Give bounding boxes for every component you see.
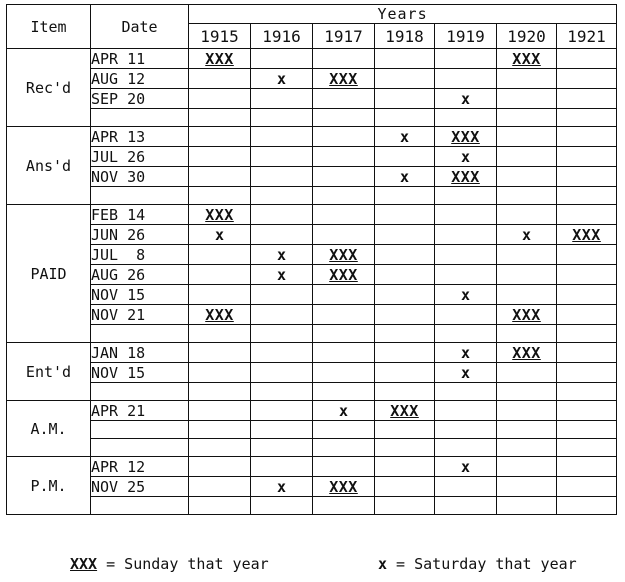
mark-cell [251,265,313,285]
mark-cell [375,439,435,457]
mark-cell [557,265,617,285]
sunday-mark: XXX [205,305,234,324]
mark-cell [375,285,435,305]
mark-cell [557,69,617,89]
mark-cell [251,109,313,127]
mark-cell [435,225,497,245]
calendar-table [6,4,616,548]
mark-cell [497,439,557,457]
mark-cell [435,69,497,89]
table-row [7,69,617,89]
table-row [7,477,617,497]
mark-cell [251,343,313,363]
mark-cell [497,245,557,265]
date-cell: NOV 15 [91,285,189,305]
date-cell: APR 21 [91,401,189,421]
mark-cell [313,49,375,69]
mark-cell [251,147,313,167]
table-row [7,497,617,515]
mark-cell [435,265,497,285]
mark-cell [497,225,557,245]
mark-cell [557,127,617,147]
legend-saturday [378,555,577,573]
mark-cell [557,305,617,325]
mark-cell [375,109,435,127]
mark-cell [313,325,375,343]
date-cell [91,109,189,127]
mark-cell [251,439,313,457]
mark-cell [497,109,557,127]
mark-cell [313,187,375,205]
saturday-mark: x [460,457,471,476]
years-header: Years [189,5,617,24]
item-label: PAID [7,205,91,343]
table-row [7,457,617,477]
mark-cell [189,225,251,245]
mark-cell [497,187,557,205]
mark-cell [313,127,375,147]
table-row [7,147,617,167]
year-header-1920: 1920 [497,24,557,49]
mark-cell [557,497,617,515]
mark-cell [557,285,617,305]
date-cell [91,439,189,457]
mark-cell [313,89,375,109]
legend-sunday [70,555,269,573]
mark-cell [435,383,497,401]
legend [0,555,625,577]
mark-cell [251,477,313,497]
date-cell [91,497,189,515]
date-cell: APR 11 [91,49,189,69]
saturday-mark: x [276,265,287,284]
mark-cell [313,69,375,89]
saturday-mark: x [399,167,410,186]
mark-cell [557,421,617,439]
saturday-mark: x [276,69,287,88]
mark-cell [189,49,251,69]
mark-cell [189,109,251,127]
table-row [7,285,617,305]
mark-cell [557,167,617,187]
mark-cell [251,89,313,109]
mark-cell [435,109,497,127]
sunday-mark: XXX [572,225,601,244]
mark-cell [435,457,497,477]
mark-cell [497,421,557,439]
mark-cell [251,401,313,421]
mark-cell [557,49,617,69]
mark-cell [313,147,375,167]
table-row [7,305,617,325]
mark-cell [251,421,313,439]
date-cell: APR 13 [91,127,189,147]
mark-cell [189,69,251,89]
mark-cell [435,343,497,363]
mark-cell [557,363,617,383]
table-row [7,245,617,265]
table-row [7,225,617,245]
mark-cell [251,305,313,325]
mark-cell [435,401,497,421]
mark-cell [497,89,557,109]
date-cell: SEP 20 [91,89,189,109]
mark-cell [557,477,617,497]
saturday-mark: x [460,343,471,362]
mark-cell [557,109,617,127]
year-header-1919: 1919 [435,24,497,49]
mark-cell [435,285,497,305]
mark-cell [375,245,435,265]
mark-cell [375,457,435,477]
item-label: Ans'd [7,127,91,205]
mark-cell [435,147,497,167]
date-column-header: Date [91,5,189,49]
mark-cell [313,205,375,225]
saturday-mark: x [460,363,471,382]
mark-cell [189,325,251,343]
mark-cell [375,187,435,205]
date-cell [91,325,189,343]
mark-cell [435,187,497,205]
table-row [7,325,617,343]
sunday-mark: XXX [329,265,358,284]
mark-cell [189,343,251,363]
sunday-mark: XXX [512,49,541,68]
mark-cell [189,205,251,225]
mark-cell [251,187,313,205]
mark-cell [375,401,435,421]
date-cell: JUL 8 [91,245,189,265]
mark-cell [557,325,617,343]
mark-cell [189,421,251,439]
date-cell: FEB 14 [91,205,189,225]
mark-cell [497,457,557,477]
mark-cell [375,89,435,109]
mark-cell [189,305,251,325]
mark-cell [189,147,251,167]
table-row [7,187,617,205]
mark-cell [189,497,251,515]
date-cell: NOV 15 [91,363,189,383]
sunday-mark: XXX [205,205,234,224]
mark-cell [313,497,375,515]
sunday-mark: XXX [512,305,541,324]
date-cell: APR 12 [91,457,189,477]
mark-cell [435,49,497,69]
mark-cell [435,439,497,457]
mark-cell [557,225,617,245]
mark-cell [497,383,557,401]
sunday-mark: XXX [329,69,358,88]
table-row [7,265,617,285]
mark-cell [251,497,313,515]
mark-cell [375,205,435,225]
mark-cell [557,439,617,457]
mark-cell [497,401,557,421]
sunday-mark: XXX [205,49,234,68]
mark-cell [375,49,435,69]
mark-cell [313,457,375,477]
mark-cell [375,225,435,245]
mark-cell [251,225,313,245]
sunday-mark: XXX [451,127,480,146]
item-label: Rec'd [7,49,91,127]
mark-cell [251,127,313,147]
mark-cell [375,421,435,439]
item-label: A.M. [7,401,91,457]
mark-cell [375,497,435,515]
mark-cell [557,89,617,109]
mark-cell [375,383,435,401]
saturday-mark: x [399,127,410,146]
legend-saturday-symbol: x [378,555,388,573]
mark-cell [375,343,435,363]
mark-cell [313,363,375,383]
mark-cell [375,167,435,187]
mark-cell [251,167,313,187]
mark-cell [189,439,251,457]
mark-cell [313,285,375,305]
mark-cell [313,225,375,245]
table-row [7,167,617,187]
mark-cell [497,167,557,187]
date-cell: AUG 12 [91,69,189,89]
date-cell: JAN 18 [91,343,189,363]
mark-cell [251,285,313,305]
mark-cell [189,265,251,285]
date-cell [91,383,189,401]
mark-cell [375,265,435,285]
date-cell: NOV 30 [91,167,189,187]
mark-cell [435,89,497,109]
mark-cell [375,363,435,383]
mark-cell [497,265,557,285]
mark-cell [497,69,557,89]
mark-cell [313,245,375,265]
legend-saturday-text: = Saturday that year [387,555,577,573]
table-row [7,49,617,69]
mark-cell [375,147,435,167]
year-header-1918: 1918 [375,24,435,49]
table-row [7,127,617,147]
item-label: P.M. [7,457,91,515]
mark-cell [189,167,251,187]
table-row [7,363,617,383]
mark-cell [313,265,375,285]
saturday-mark: x [338,401,349,420]
sunday-mark: XXX [512,343,541,362]
mark-cell [251,457,313,477]
mark-cell [313,439,375,457]
legend-sunday-symbol: XXX [70,555,98,573]
mark-cell [313,167,375,187]
saturday-mark: x [521,225,532,244]
date-cell: JUL 26 [91,147,189,167]
mark-cell [251,363,313,383]
mark-cell [375,127,435,147]
mark-cell [497,305,557,325]
mark-cell [251,383,313,401]
mark-cell [189,363,251,383]
year-header-1921: 1921 [557,24,617,49]
mark-cell [435,205,497,225]
year-header-1916: 1916 [251,24,313,49]
date-cell: JUN 26 [91,225,189,245]
year-header-1915: 1915 [189,24,251,49]
table-row [7,89,617,109]
mark-cell [313,421,375,439]
sunday-mark: XXX [329,245,358,264]
mark-cell [313,343,375,363]
legend-sunday-text: = Sunday that year [97,555,269,573]
mark-cell [189,89,251,109]
table-row [7,343,617,363]
sunday-mark: XXX [390,401,419,420]
mark-cell [251,69,313,89]
mark-cell [375,69,435,89]
saturday-mark: x [460,285,471,304]
saturday-mark: x [460,89,471,108]
table-row [7,383,617,401]
item-label: Ent'd [7,343,91,401]
table-row [7,421,617,439]
mark-cell [557,147,617,167]
saturday-mark: x [460,147,471,166]
mark-cell [375,325,435,343]
mark-cell [497,285,557,305]
mark-cell [189,477,251,497]
saturday-mark: x [214,225,225,244]
mark-cell [313,305,375,325]
sunday-mark: XXX [451,167,480,186]
mark-cell [375,477,435,497]
mark-cell [189,457,251,477]
mark-cell [557,245,617,265]
mark-cell [435,325,497,343]
mark-cell [557,205,617,225]
mark-cell [189,245,251,265]
mark-cell [435,305,497,325]
mark-cell [435,363,497,383]
table-row [7,205,617,225]
mark-cell [497,325,557,343]
mark-cell [497,477,557,497]
table-row [7,109,617,127]
saturday-mark: x [276,245,287,264]
mark-cell [497,49,557,69]
table-row [7,401,617,421]
mark-cell [313,477,375,497]
date-cell: AUG 26 [91,265,189,285]
mark-cell [189,285,251,305]
mark-cell [497,363,557,383]
mark-cell [251,325,313,343]
mark-cell [189,401,251,421]
mark-cell [497,343,557,363]
mark-cell [435,245,497,265]
mark-cell [497,205,557,225]
mark-cell [375,305,435,325]
mark-cell [435,497,497,515]
date-cell [91,187,189,205]
date-cell: NOV 21 [91,305,189,325]
saturday-mark: x [276,477,287,496]
mark-cell [313,109,375,127]
mark-cell [189,383,251,401]
mark-cell [557,383,617,401]
mark-cell [557,457,617,477]
mark-cell [251,205,313,225]
mark-cell [435,421,497,439]
mark-cell [435,477,497,497]
mark-cell [189,187,251,205]
date-cell: NOV 25 [91,477,189,497]
mark-cell [557,343,617,363]
year-header-1917: 1917 [313,24,375,49]
mark-cell [189,127,251,147]
mark-cell [251,49,313,69]
mark-cell [557,187,617,205]
mark-cell [497,127,557,147]
item-column-header: Item [7,5,91,49]
mark-cell [313,401,375,421]
date-cell [91,421,189,439]
mark-cell [435,127,497,147]
table-row [7,439,617,457]
mark-cell [557,401,617,421]
sunday-mark: XXX [329,477,358,496]
mark-cell [497,147,557,167]
mark-cell [497,497,557,515]
mark-cell [435,167,497,187]
mark-cell [313,383,375,401]
mark-cell [251,245,313,265]
